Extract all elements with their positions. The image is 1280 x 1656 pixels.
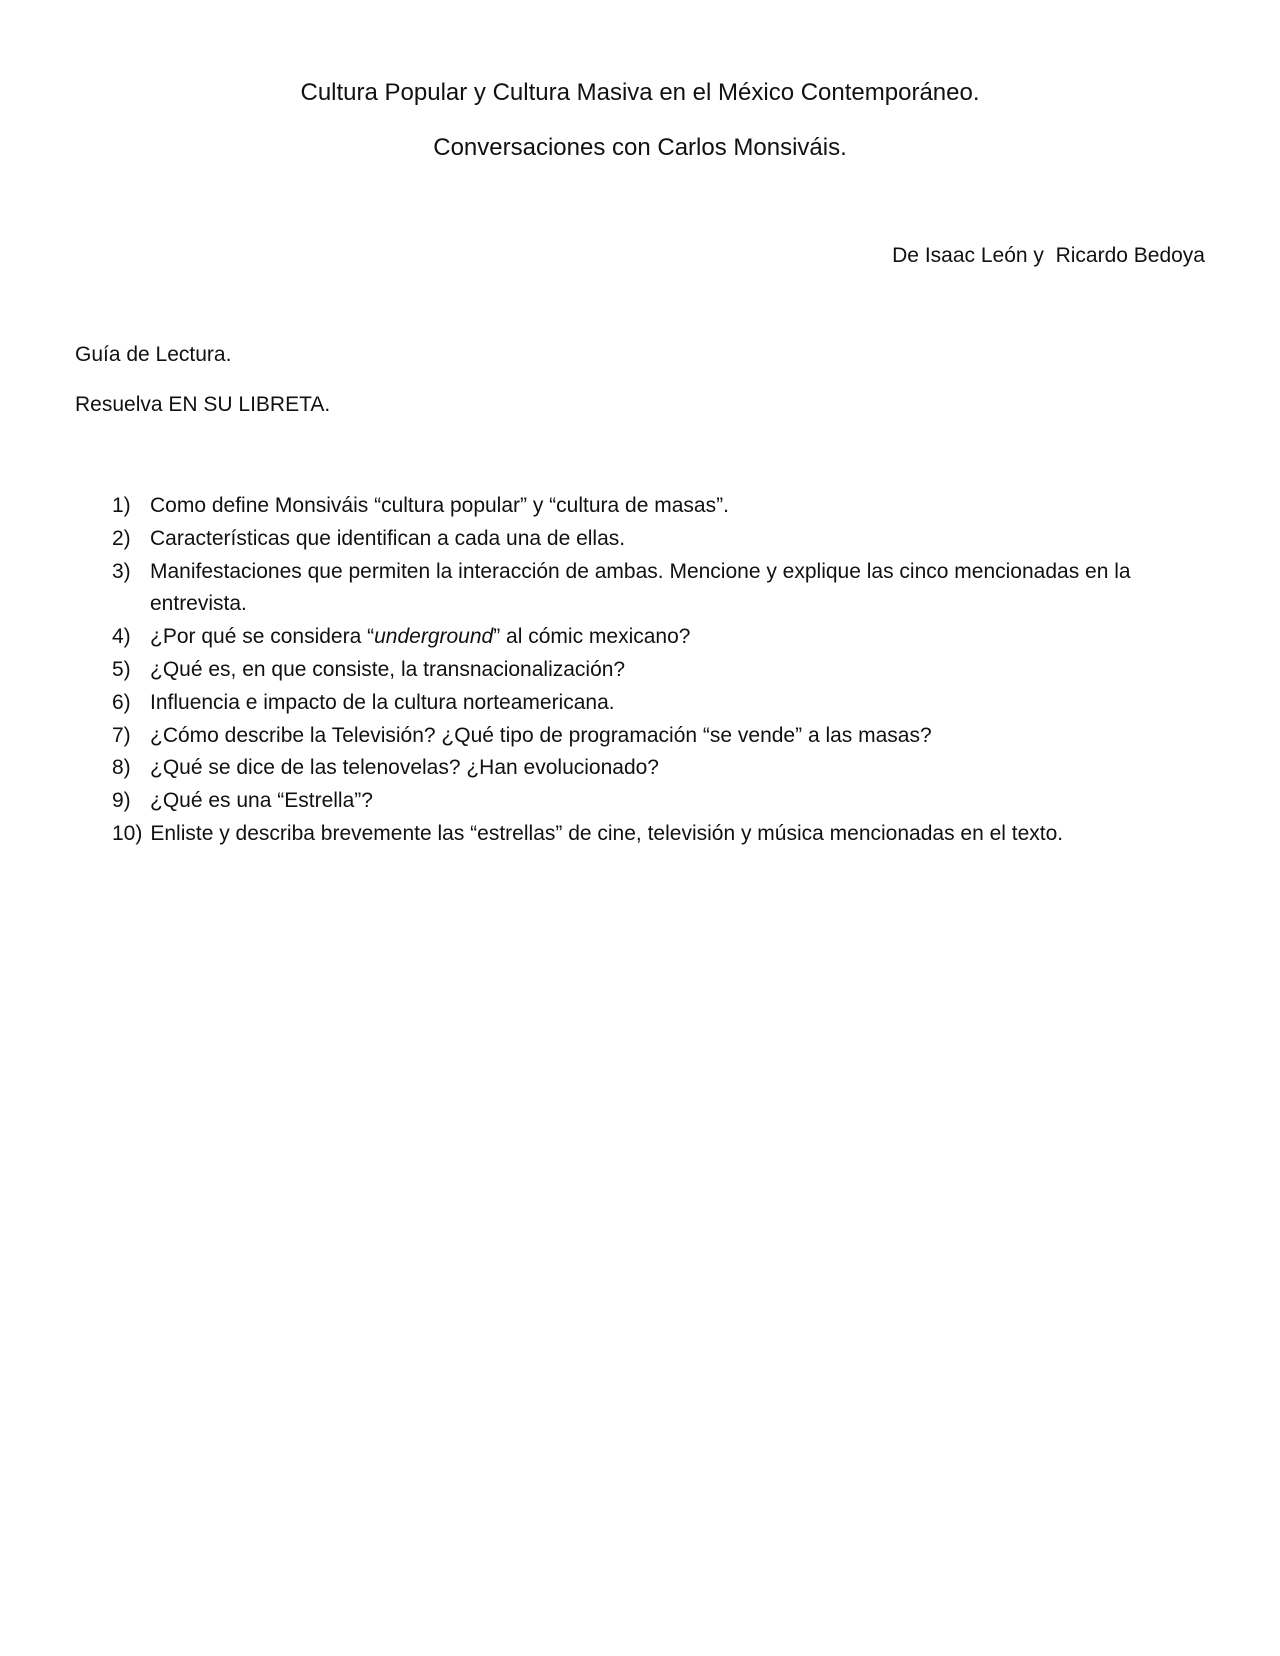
question-number: 8): [112, 756, 131, 780]
question-number: 4): [112, 625, 131, 649]
question-text: Influencia e impacto de la cultura norteamericana.: [150, 690, 615, 714]
question-item: [112, 720, 1206, 753]
question-text: Enliste y describa brevemente las “estrellas” de cine, televisión y música mencionadas en el texto.: [150, 821, 1064, 845]
question-text: ¿Cómo describe la Televisión? ¿Qué tipo de programación “se vende” a las masas?: [150, 723, 932, 747]
question-number: 9): [112, 789, 131, 813]
question-item: [112, 621, 1206, 654]
questions-list: [112, 490, 1206, 851]
question-item: [112, 818, 1206, 851]
question-text-part: ” al cómic mexicano?: [493, 625, 691, 649]
question-number: 7): [112, 723, 131, 747]
question-text: Manifestaciones que permiten la interacción de ambas. Mencione y explique las cinco mencionadas en la entrevista.: [150, 559, 1131, 616]
question-item: [112, 687, 1206, 720]
question-number: 5): [112, 657, 131, 681]
question-number: 1): [112, 494, 131, 517]
question-item: [112, 752, 1206, 785]
question-number: 10): [112, 821, 143, 845]
question-text: ¿Qué es una “Estrella”?: [150, 789, 373, 813]
document-subtitle: Conversaciones con Carlos Monsiváis.: [433, 134, 847, 161]
instruction-text: Resuelva EN SU LIBRETA.: [75, 393, 331, 416]
question-item: [112, 556, 1206, 622]
question-text: ¿Qué es, en que consiste, la transnacionalización?: [150, 657, 626, 681]
question-text: [150, 625, 690, 648]
question-item: [112, 523, 1206, 556]
question-item: [112, 785, 1206, 818]
question-number: 2): [112, 526, 131, 550]
question-item: [112, 654, 1206, 687]
question-number: 6): [112, 690, 131, 714]
authors-line: De Isaac León y Ricardo Bedoya: [892, 244, 1205, 267]
reading-guide-heading: Guía de Lectura.: [75, 343, 232, 366]
document-title: Cultura Popular y Cultura Masiva en el México Contemporáneo.: [300, 79, 980, 106]
question-text: Características que identifican a cada una de ellas.: [150, 526, 626, 550]
question-item: [112, 490, 1206, 523]
question-number: 3): [112, 559, 131, 583]
question-text: Como define Monsiváis “cultura popular” y “cultura de masas”.: [150, 494, 729, 517]
italic-term: underground: [374, 625, 494, 649]
question-text-part: ¿Por qué se considera “: [150, 625, 375, 649]
question-text: ¿Qué se dice de las telenovelas? ¿Han evolucionado?: [150, 756, 659, 780]
